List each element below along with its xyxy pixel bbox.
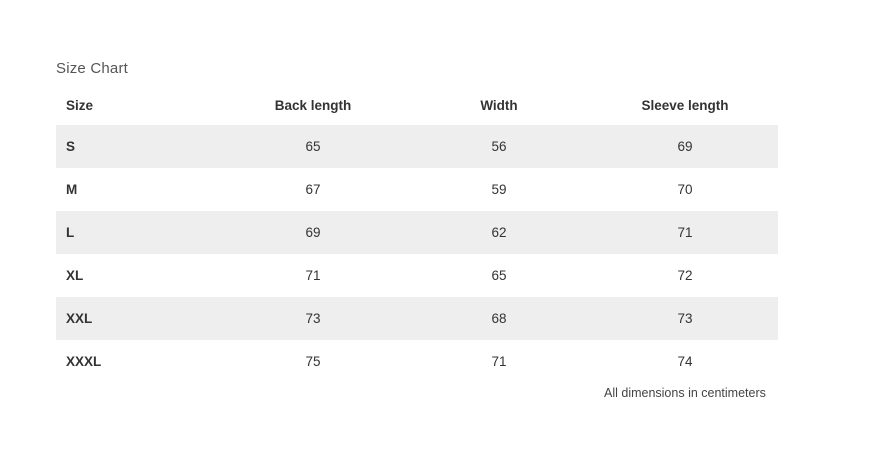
cell-width: 59 — [491, 182, 507, 197]
table-header-row — [56, 88, 778, 125]
cell-size: L — [56, 211, 220, 254]
column-header-width: Width — [406, 88, 592, 125]
cell-width: 68 — [406, 297, 592, 340]
cell-sleeve-length: 71 — [592, 211, 778, 254]
cell-width: 62 — [406, 211, 592, 254]
cell-width: 65 — [491, 268, 507, 283]
page-title: Size Chart — [56, 60, 129, 77]
cell-sleeve-length: 69 — [592, 125, 778, 168]
table-body — [56, 125, 778, 383]
table-row — [56, 168, 778, 211]
cell-sleeve-length: 70 — [677, 182, 693, 197]
table-row — [56, 254, 778, 297]
cell-size: XL — [66, 268, 84, 283]
column-header-sleeve-length: Sleeve length — [592, 88, 778, 125]
cell-sleeve-length: 72 — [677, 268, 693, 283]
table-row — [56, 340, 778, 383]
size-chart-table-wrapper — [56, 88, 838, 383]
cell-back-length: 75 — [305, 354, 321, 369]
cell-back-length: 65 — [220, 125, 406, 168]
cell-back-length: 73 — [220, 297, 406, 340]
size-chart-table — [56, 88, 778, 383]
cell-size: M — [66, 182, 78, 197]
cell-back-length: 69 — [220, 211, 406, 254]
cell-size: XXXL — [66, 354, 102, 369]
cell-back-length: 67 — [305, 182, 321, 197]
cell-size: S — [56, 125, 220, 168]
cell-sleeve-length: 73 — [592, 297, 778, 340]
cell-size: XXL — [56, 297, 220, 340]
table-row — [56, 211, 778, 254]
cell-sleeve-length: 74 — [677, 354, 693, 369]
cell-back-length: 71 — [305, 268, 321, 283]
cell-width: 71 — [491, 354, 507, 369]
cell-width: 56 — [406, 125, 592, 168]
table-row — [56, 297, 778, 340]
table-row — [56, 125, 778, 168]
table-header — [56, 88, 778, 125]
column-header-size: Size — [56, 88, 220, 125]
column-header-back-length: Back length — [220, 88, 406, 125]
units-footnote: All dimensions in centimeters — [604, 386, 766, 400]
